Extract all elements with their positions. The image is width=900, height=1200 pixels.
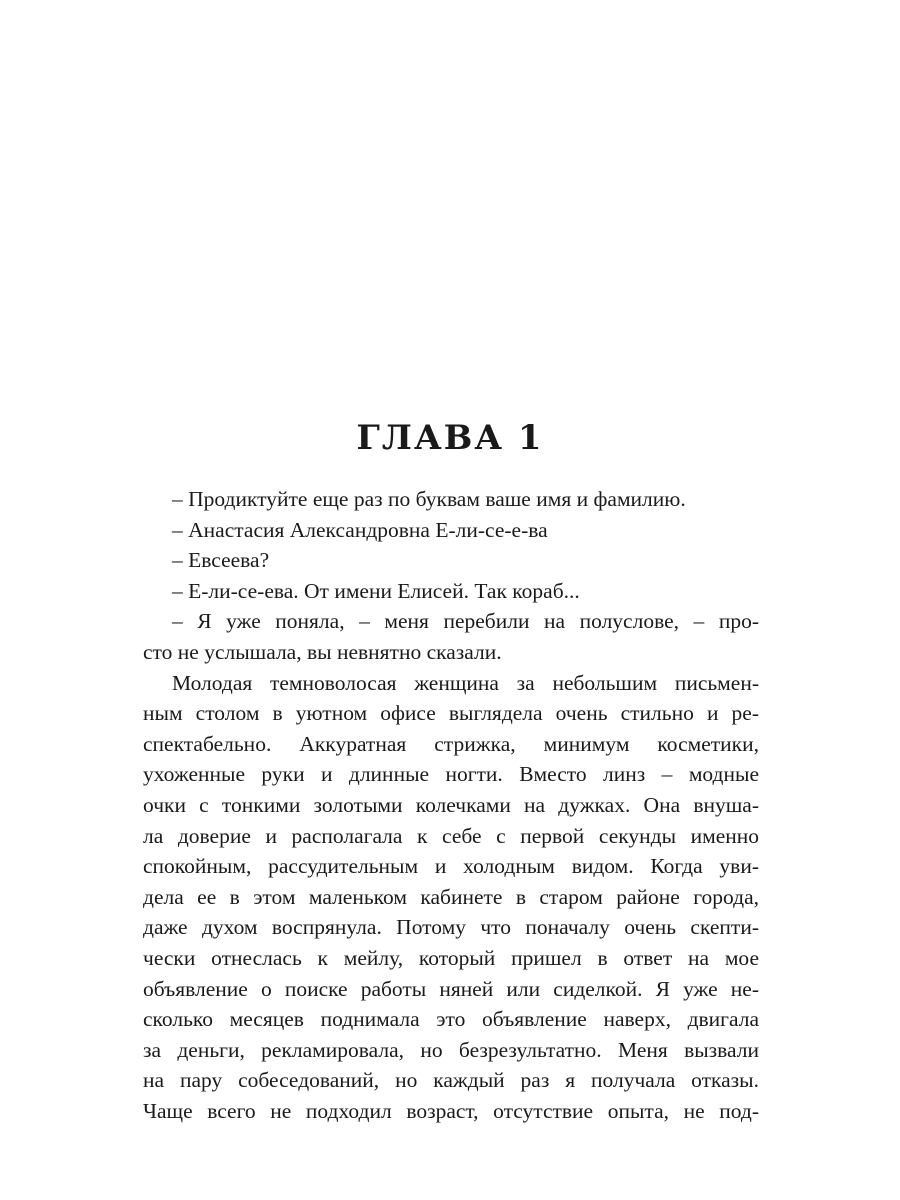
text-line: – Я уже поняла, – меня перебили на полуслове, – про- — [172, 609, 759, 634]
text-line: спектабельно. Аккуратная стрижка, минимум косметики, — [143, 731, 759, 756]
text-line: Молодая темноволосая женщина за небольшим письмен- — [172, 670, 759, 695]
text-line: – Продиктуйте еще раз по буквам ваше имя и фамилию. — [172, 487, 686, 511]
text-line: на пару собеседований, но каждый раз я получала отказы. — [143, 1068, 759, 1093]
text-line: спокойным, рассудительным и холодным видом. Когда уви- — [143, 854, 759, 879]
text-line: сколько месяцев поднимала это объявление наверх, двигала — [143, 1007, 759, 1032]
text-line: ухоженные руки и длинные ногти. Вместо линз – модные — [143, 762, 759, 787]
text-line: сто не услышала, вы невнятно сказали. — [143, 639, 502, 664]
text-line: даже духом воспрянула. Потому что поначалу очень скепти- — [143, 915, 759, 940]
text-line: очки с тонкими золотыми колечками на дужках. Она внуша- — [143, 792, 759, 817]
text-line: – Евсеева? — [172, 548, 270, 573]
chapter-title: ГЛАВА 1 — [356, 418, 544, 458]
text-line: Чаще всего не подходил возраст, отсутствие опыта, не под- — [143, 1098, 759, 1123]
text-line: – Анастасия Александровна Е-ли-се-е-ва — [172, 517, 548, 542]
text-line: ла доверие и располагала к себе с первой секунды именно — [143, 823, 759, 848]
text-line: ным столом в уютном офисе выглядела очень стильно и ре- — [143, 701, 759, 726]
text-line: дела ее в этом маленьком кабинете в старом районе города, — [143, 884, 759, 909]
text-line: за деньги, рекламировала, но безрезультатно. Меня вызвали — [143, 1037, 759, 1062]
chapter-text — [143, 484, 759, 1126]
text-line: чески отнеслась к мейлу, который пришел в ответ на мое — [143, 945, 759, 970]
text-line: – Е-ли-се-ева. От имени Елисей. Так кораб... — [172, 578, 580, 603]
text-line: объявление о поиске работы няней или сиделкой. Я уже не- — [143, 976, 759, 1001]
